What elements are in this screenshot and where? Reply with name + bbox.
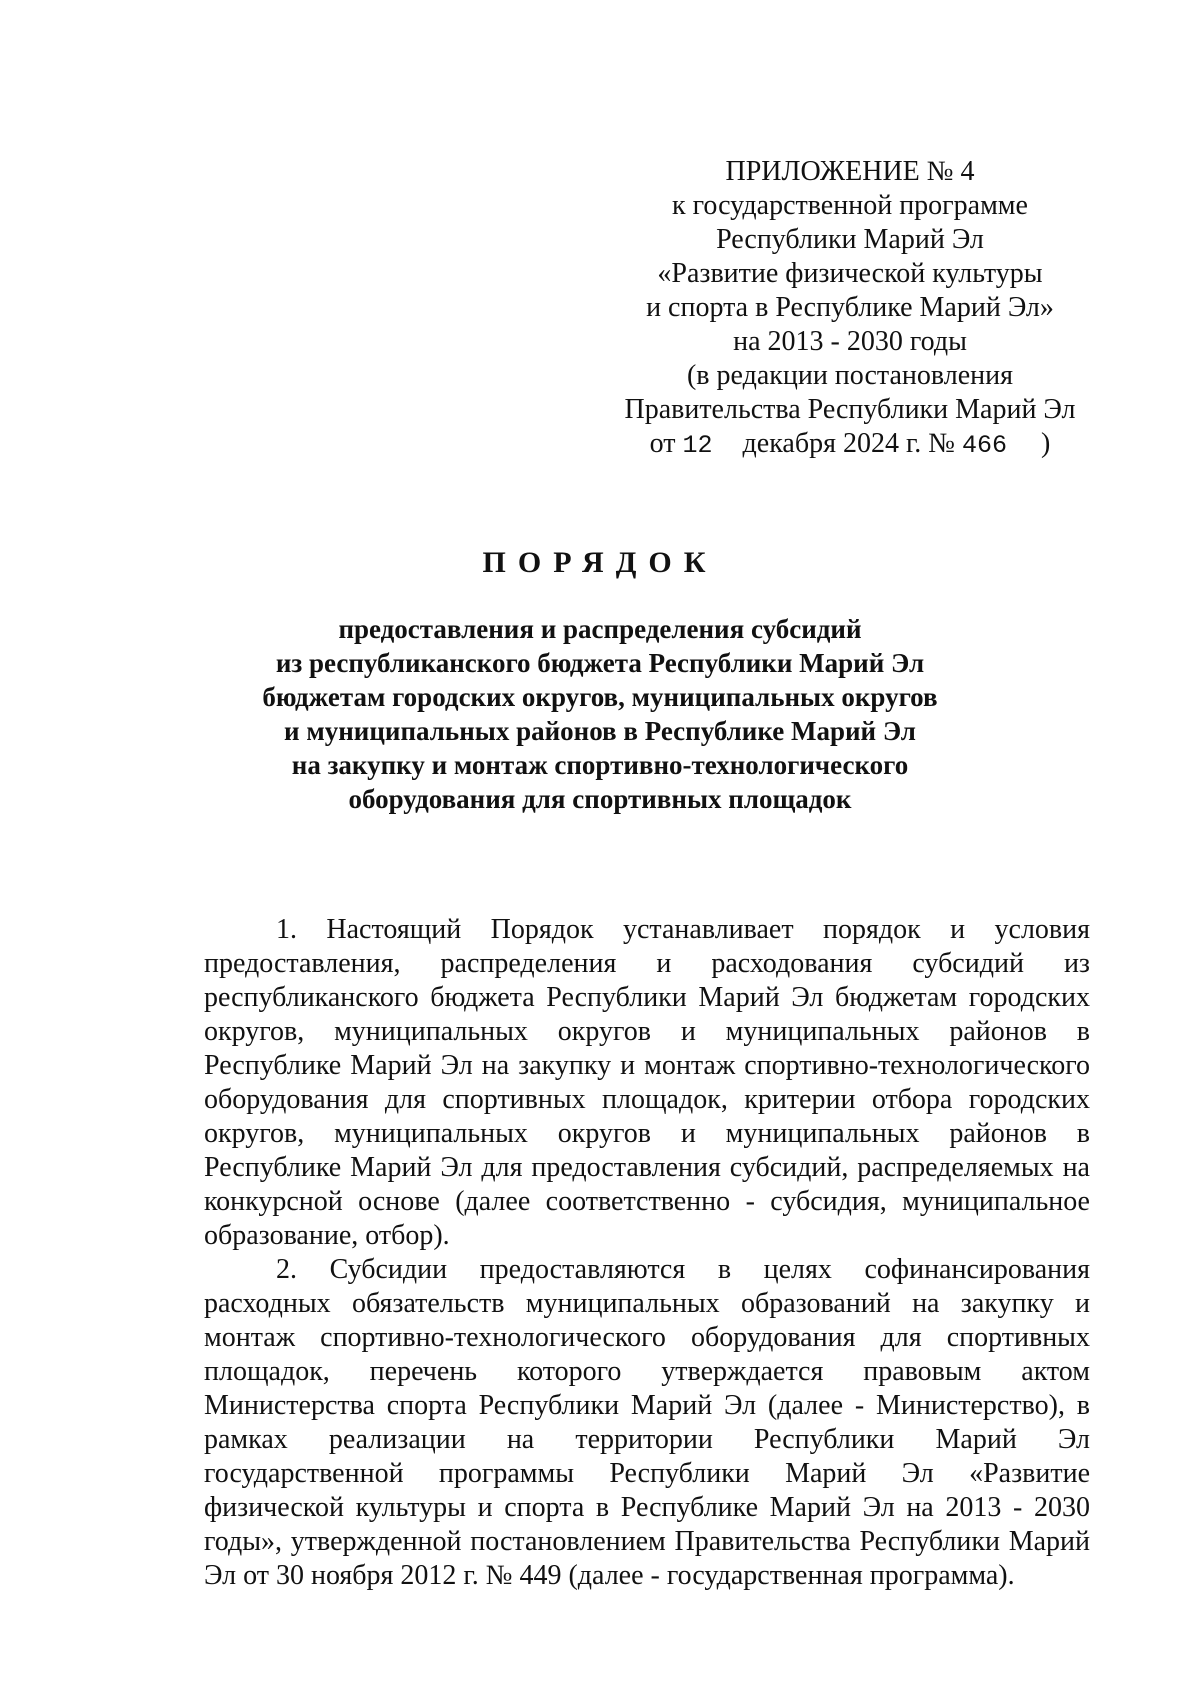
appendix-line: Правительства Республики Марий Эл	[624, 394, 1076, 425]
date-day: 12	[682, 431, 713, 460]
appendix-line: к государственной программе	[672, 190, 1028, 221]
appendix-line: Республики Марий Эл	[716, 224, 984, 255]
date-close-paren: )	[1041, 428, 1051, 459]
resolution-number: 466	[962, 431, 1008, 460]
paragraph-1: 1. Настоящий Порядок устанавливает порядок и условия предоставления, распределения и расходования субсидий из республиканского бюджета Республики Марий Эл бюджетам городских округов, муниципальных округов и муниципальных районов в Республике Марий Эл на закупку и монтаж спортивно-технологического оборудования для спортивных площадок, критерии отбора городских округов, муниципальных округов и муниципальных районов в Республике Марий Эл для предоставления субсидий, распределяемых на конкурсной основе (далее соответственно - субсидия, муниципальное образование, отбор).	[204, 914, 1090, 1251]
subtitle-line: бюджетам городских округов, муниципальных округов	[262, 682, 938, 712]
date-month-year: декабря 2024 г. №	[742, 428, 955, 459]
document-subtitle	[150, 612, 1050, 816]
document-title: ПОРЯДОК	[482, 546, 718, 579]
date-prefix: от	[649, 428, 676, 459]
appendix-header	[600, 155, 1100, 463]
paragraph-2: 2. Субсидии предоставляются в целях софинансирования расходных обязательств муниципальных образований на закупку и монтаж спортивно-технологического оборудования для спортивных площадок, перечень которого утверждается правовым актом Министерства спорта Республики Марий Эл (далее - Министерство), в рамках реализации на территории Республики Марий Эл государственной программы Республики Марий Эл «Развитие физической культуры и спорта в Республике Марий Эл на 2013 - 2030 годы», утвержденной постановлением Правительства Республики Марий Эл от 30 ноября 2012 г. № 449 (далее - государственная программа).	[204, 1254, 1090, 1591]
document-body	[204, 913, 1090, 1593]
subtitle-line: предоставления и распределения субсидий	[338, 614, 862, 644]
appendix-line: «Развитие физической культуры	[657, 258, 1043, 289]
appendix-line: на 2013 - 2030 годы	[733, 326, 967, 357]
appendix-number: ПРИЛОЖЕНИЕ № 4	[725, 156, 975, 187]
appendix-line: (в редакции постановления	[686, 360, 1014, 391]
subtitle-line: и муниципальных районов в Республике Марий Эл	[284, 716, 916, 746]
appendix-date-line	[600, 427, 1100, 463]
subtitle-line: из республиканского бюджета Республики Марий Эл	[275, 648, 925, 678]
appendix-line: и спорта в Республике Марий Эл»	[646, 292, 1054, 323]
subtitle-line: оборудования для спортивных площадок	[348, 784, 852, 814]
subtitle-line: на закупку и монтаж спортивно-технологического	[291, 750, 909, 780]
